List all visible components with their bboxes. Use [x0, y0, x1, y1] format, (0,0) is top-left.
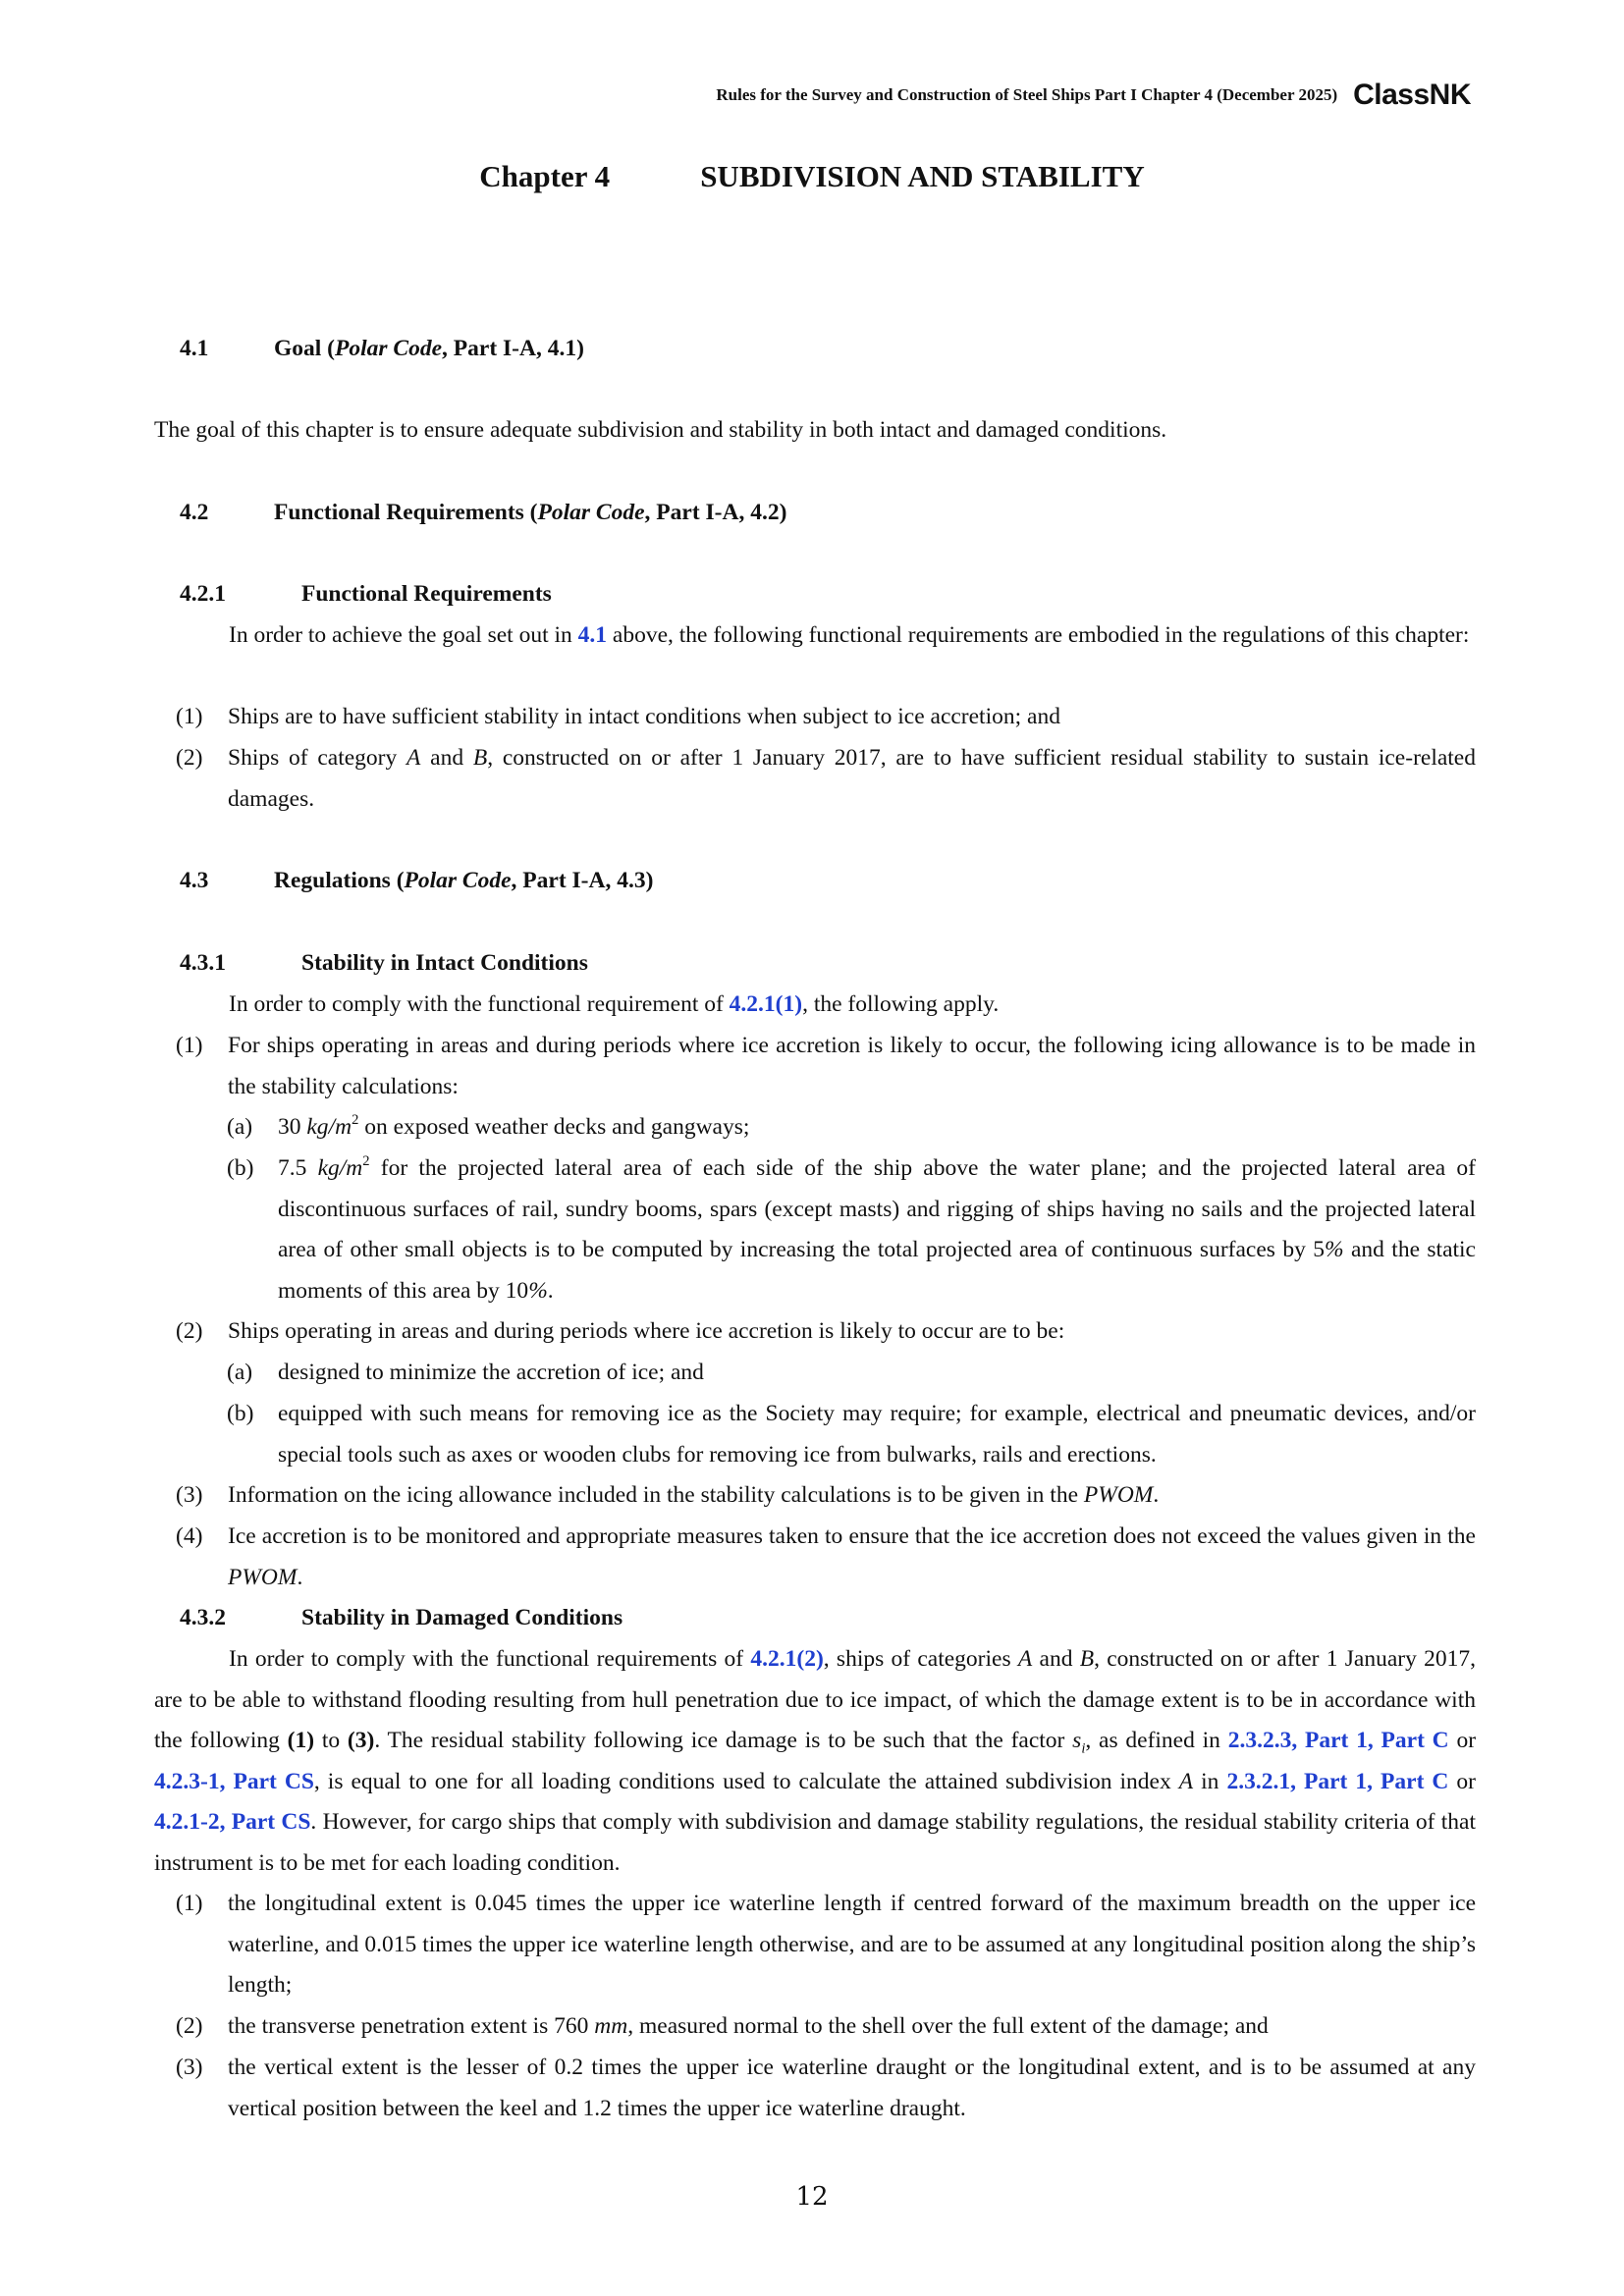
link-4-2-1-2[interactable]: 4.2.1(2) [750, 1646, 824, 1672]
link-2-3-2-3[interactable]: 2.3.2.3, Part 1, Part C [1227, 1728, 1449, 1753]
section-4-3-heading: 4.3 Regulations (Polar Code, Part I-A, 4.3) [180, 868, 654, 893]
list-item: (3) the vertical extent is the lesser of 0.2 times the upper ice waterline draught or the longitudinal extent, and is to be assumed at any vertical position between the keel and 1.2 times the upper ice waterline draught. [176, 2055, 1476, 2121]
list-item: (1) Ships are to have sufficient stability in intact conditions when subject to ice accretion; and [176, 704, 1060, 729]
page-number: 12 [795, 2182, 829, 2212]
list-subitem: (b) equipped with such means for removing ice as the Society may require; for example, electrical and pneumatic devices, and/or special tools such as axes or wooden clubs for removing ice from bulwarks, rails and erections. [227, 1401, 1476, 1468]
list-item: (2) Ships of category A and B, constructed on or after 1 January 2017, are to have sufficient residual stability to sustain ice-related damages. [176, 745, 1476, 812]
list-item: (1) the longitudinal extent is 0.045 times the upper ice waterline length if centred forward of the maximum breadth on the upper ice waterline, and 0.015 times the upper ice waterline length otherwise, and are to be assumed at any longitudinal position along the ship’s length; [176, 1891, 1476, 1998]
section-4-1-body: The goal of this chapter is to ensure adequate subdivision and stability in both intact and damaged conditions. [154, 417, 1167, 443]
section-4-2-heading: 4.2 Functional Requirements (Polar Code, Part I-A, 4.2) [180, 500, 787, 525]
list-subitem: (a) designed to minimize the accretion of ice; and [227, 1360, 704, 1385]
list-item: (2) Ships operating in areas and during periods where ice accretion is likely to occur are to be: [176, 1318, 1065, 1344]
section-4-2-1-intro: In order to achieve the goal set out in 4.1 above, the following functional requirements are embodied in the regulations of this chapter: [229, 622, 1470, 648]
list-item: (2) the transverse penetration extent is 760 mm, measured normal to the shell over the full extent of the damage; and [176, 2013, 1269, 2039]
chapter-heading [0, 155, 1624, 198]
running-header [716, 80, 1471, 110]
link-2-3-2-1[interactable]: 2.3.2.1, Part 1, Part C [1226, 1768, 1449, 1794]
list-subitem: (a) 30 $kg/m^2$ on exposed weather decks and gangways; [227, 1111, 750, 1140]
link-4-2-1-1[interactable]: 4.2.1(1) [729, 991, 803, 1017]
chapter-number: Chapter 4 [479, 159, 611, 193]
section-4-3-2-heading: 4.3.2 Stability in Damaged Conditions [180, 1605, 623, 1630]
section-4-3-2-intro: In order to comply with the functional requirements of 4.2.1(2), ships of categories A and B, constructed on or after 1 January 2017, are to be able to withstand flooding resulting from hull penetration due to ice impact, of which the damage extent is to be in accordance with the following (1) to (3). The residual stability following ice damage is to be such that the factor $s_i$, as defined in 2.3.2.3, Part 1, Part C or 4.2.3-1, Part CS, is equal to one for all loading conditions used to calculate the attained subdivision index A in 2.3.2.1, Part 1, Part C or 4.2.1-2, Part CS. However, for cargo ships that comply with subdivision and damage stability regulations, the residual stability criteria of that instrument is to be met for each loading condition. [154, 1646, 1477, 1876]
section-4-2-1-heading: 4.2.1 Functional Requirements [180, 581, 552, 607]
header-title: Rules for the Survey and Construction of Steel Ships Part I Chapter 4 (December 2025) [716, 85, 1338, 104]
list-item: (3) Information on the icing allowance included in the stability calculations is to be given in the PWOM. [176, 1482, 1160, 1508]
section-4-1-heading: 4.1 Goal (Polar Code, Part I-A, 4.1) [180, 336, 584, 361]
chapter-title: SUBDIVISION AND STABILITY [700, 159, 1145, 193]
section-4-3-1-intro: In order to comply with the functional requirement of 4.2.1(1), the following apply. [229, 991, 1000, 1017]
list-subitem: (b) 7.5 $kg/m^2$ for the projected lateral area of each side of the ship above the water plane; and the projected lateral area of discontinuous surfaces of rail, sundry booms, spars (except masts) and rigging of ships having no sails and the projected lateral area of other small objects is to be computed by increasing the total projected area of continuous surfaces by 5% and the static moments of this area by 10%. [227, 1152, 1476, 1304]
section-4-3-1-heading: 4.3.1 Stability in Intact Conditions [180, 950, 588, 976]
link-4-2-1-2-cs[interactable]: 4.2.1-2, Part CS [154, 1809, 311, 1835]
list-item: (4) Ice accretion is to be monitored and appropriate measures taken to ensure that the ice accretion does not exceed the values given in the PWOM. [176, 1523, 1476, 1590]
link-4-2-3-1[interactable]: 4.2.3-1, Part CS [154, 1768, 314, 1794]
link-4-1[interactable]: 4.1 [577, 622, 608, 648]
classnk-logo: ClassNK [1353, 79, 1471, 111]
list-item: (1) For ships operating in areas and during periods where ice accretion is likely to occur, the following icing allowance is to be made in the stability calculations: [176, 1033, 1476, 1099]
